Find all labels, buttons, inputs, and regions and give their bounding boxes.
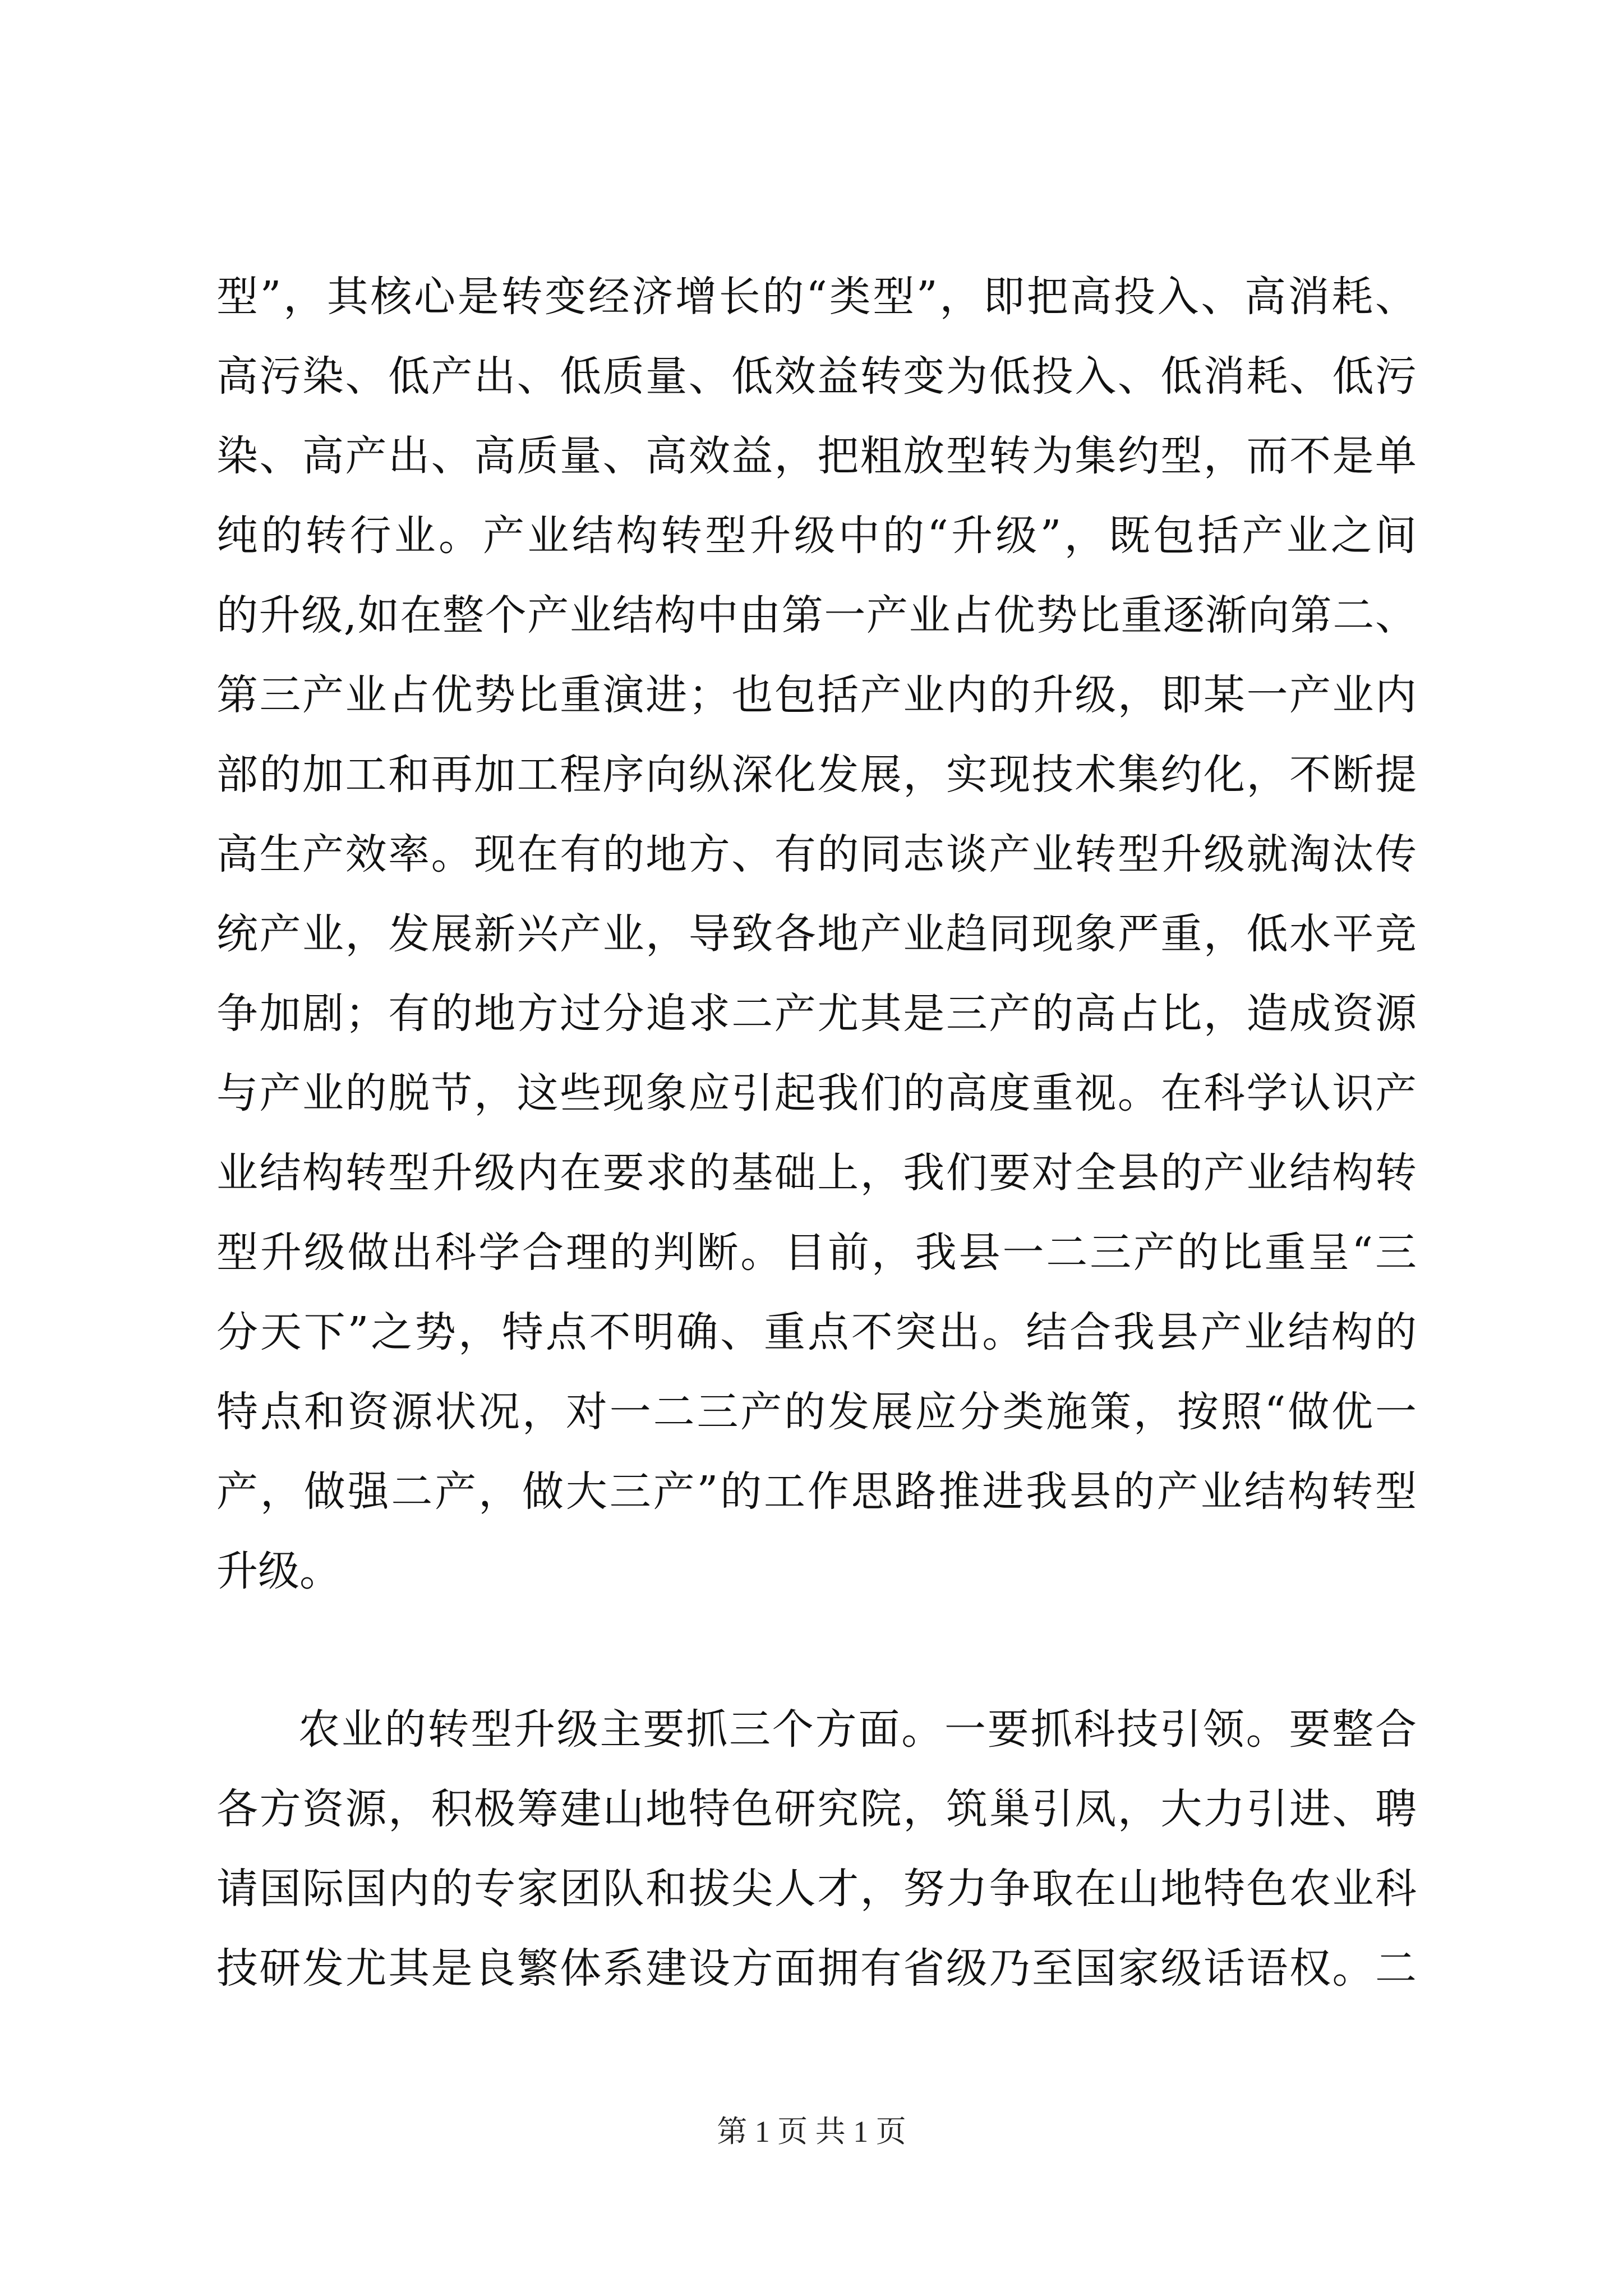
- paragraph-1: [216, 257, 1417, 1611]
- page-footer: 第 1 页 共 1 页: [717, 2115, 906, 2148]
- paragraph-line: 第三产业占优势比重演进；也包括产业内的升级，即某一产业内: [216, 671, 1417, 719]
- paragraph-line: 农业的转型升级主要抓三个方面。一要抓科技引领。要整合: [298, 1705, 1417, 1754]
- paragraph-line: 产，做强二产，做大三产”的工作思路推进我县的产业结构转型: [216, 1467, 1417, 1516]
- paragraph-line: 纯的转行业。产业结构转型升级中的“升级”，既包括产业之间: [216, 512, 1417, 560]
- paragraph-line: 型”，其核心是转变经济增长的“类型”，即把高投入、高消耗、: [216, 273, 1417, 321]
- paragraph-line: 与产业的脱节，这些现象应引起我们的高度重视。在科学认识产: [216, 1069, 1417, 1117]
- paragraph-line: 染、高产出、高质量、高效益，把粗放型转为集约型，而不是单: [216, 432, 1417, 480]
- paragraph-line: 型升级做出科学合理的判断。目前，我县一二三产的比重呈“三: [216, 1228, 1417, 1277]
- paragraph-line: 的升级,如在整个产业结构中由第一产业占优势比重逐渐向第二、: [216, 591, 1417, 639]
- paragraph-2: [216, 1690, 1417, 2008]
- paragraph-line: 高生产效率。现在有的地方、有的同志谈产业转型升级就淘汰传: [216, 830, 1417, 878]
- paragraph-line: 部的加工和再加工程序向纵深化发展，实现技术集约化，不断提: [216, 751, 1417, 799]
- paragraph-line: 统产业，发展新兴产业，导致各地产业趋同现象严重，低水平竞: [216, 910, 1417, 958]
- paragraph-line: 升级。: [216, 1547, 341, 1595]
- paragraph-line: 分天下”之势，特点不明确、重点不突出。结合我县产业结构的: [216, 1308, 1417, 1356]
- paragraph-line: 高污染、低产出、低质量、低效益转变为低投入、低消耗、低污: [216, 352, 1417, 401]
- paragraph-line: 各方资源，积极筹建山地特色研究院，筑巢引凤，大力引进、聘: [216, 1785, 1417, 1833]
- paragraph-line: 争加剧；有的地方过分追求二产尤其是三产的高占比，造成资源: [216, 990, 1417, 1038]
- paragraph-line: 特点和资源状况，对一二三产的发展应分类施策，按照“做优一: [216, 1388, 1417, 1436]
- paragraph-line: 请国际国内的专家团队和拔尖人才，努力争取在山地特色农业科: [216, 1865, 1417, 1913]
- paragraph-line: 技研发尤其是良繁体系建设方面拥有省级乃至国家级话语权。二: [216, 1944, 1417, 1993]
- paragraph-line: 业结构转型升级内在要求的基础上，我们要对全县的产业结构转: [216, 1149, 1417, 1197]
